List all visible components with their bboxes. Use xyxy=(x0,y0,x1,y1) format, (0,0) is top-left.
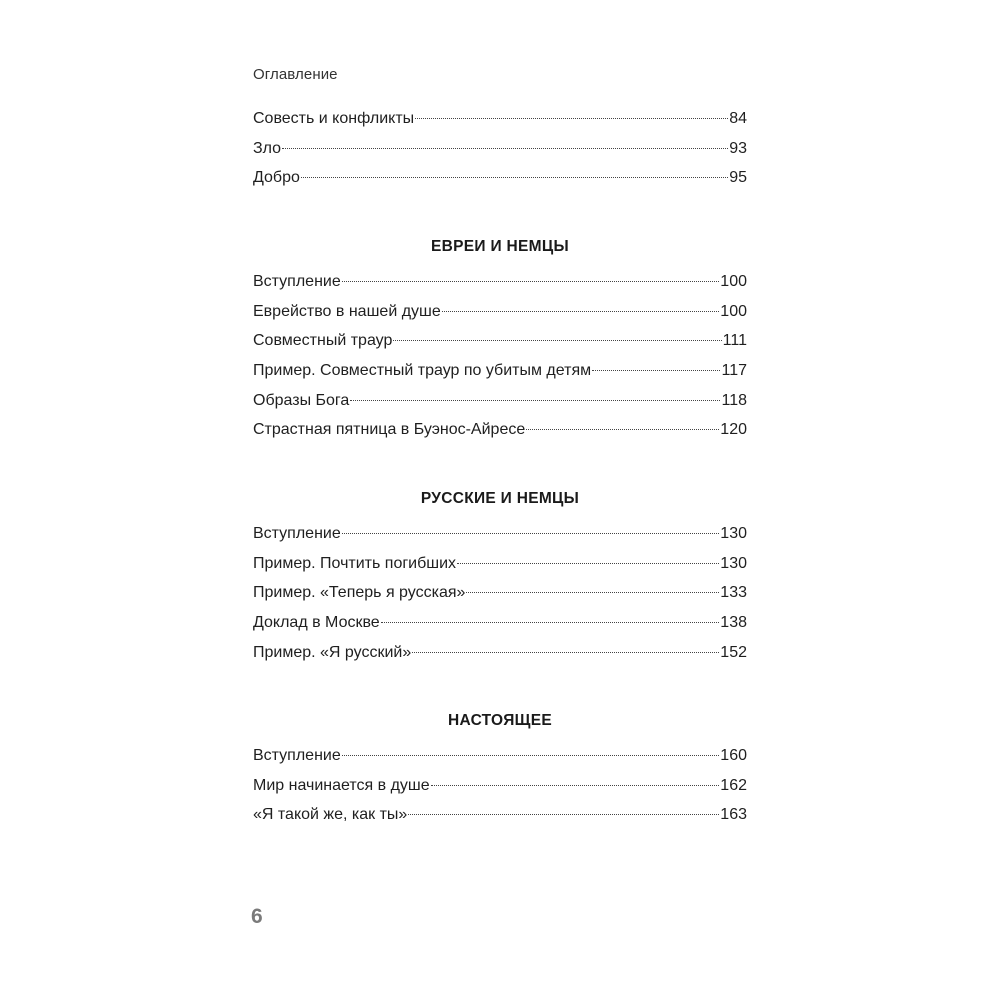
toc-entry-title: Вступление xyxy=(253,747,341,764)
section-heading-jews-and-germans: ЕВРЕИ И НЕМЦЫ xyxy=(431,238,569,255)
toc-entry-page: 130 xyxy=(720,525,747,542)
toc-entry-page: 84 xyxy=(729,110,747,127)
toc-entry-title: Еврейство в нашей душе xyxy=(253,302,441,320)
running-head: Оглавление xyxy=(253,66,338,83)
toc-dot-leader xyxy=(592,370,720,371)
toc-dot-leader xyxy=(408,814,719,815)
toc-entry-page: 160 xyxy=(720,747,747,764)
toc-dot-leader xyxy=(457,563,719,564)
toc-entry-page: 93 xyxy=(729,139,747,157)
toc-entry-page: 117 xyxy=(721,362,747,380)
toc-entry[interactable] xyxy=(253,415,747,445)
toc-entry-title: Совместный траур xyxy=(253,332,393,350)
toc-entry-page: 133 xyxy=(720,584,747,602)
toc-entry-page: 130 xyxy=(720,554,747,572)
toc-entry-title: Пример. Совместный траур по убитым детям xyxy=(253,362,592,380)
toc-entry[interactable] xyxy=(253,297,747,327)
toc-entry-page: 162 xyxy=(720,776,747,794)
toc-dot-leader xyxy=(466,592,719,593)
toc-entry-title: Доклад в Москве xyxy=(253,614,380,632)
toc-entry-page: 111 xyxy=(722,332,747,350)
toc-entry-title: «Я такой же, как ты» xyxy=(253,806,408,824)
toc-dot-leader xyxy=(342,755,720,756)
toc-entry[interactable] xyxy=(253,356,747,386)
toc-entry-title: Добро xyxy=(253,169,300,187)
toc-entry[interactable] xyxy=(253,163,747,193)
toc-entry[interactable] xyxy=(253,104,747,134)
toc-dot-leader xyxy=(431,785,720,786)
toc-dot-leader xyxy=(526,429,719,430)
toc-dot-leader xyxy=(301,177,728,178)
section-heading-present: НАСТОЯЩЕЕ xyxy=(447,712,553,729)
toc-dot-leader xyxy=(342,533,720,534)
toc-entry[interactable] xyxy=(253,549,747,579)
toc-entry[interactable] xyxy=(253,578,747,608)
toc-section-2-group xyxy=(253,519,747,667)
toc-entry-title: Пример. Почтить погибших xyxy=(253,554,457,572)
toc-entry[interactable] xyxy=(253,267,747,297)
toc-entry-page: 138 xyxy=(720,614,747,632)
toc-dot-leader xyxy=(415,118,728,119)
toc-intro-group xyxy=(253,104,747,193)
toc-entry-page: 95 xyxy=(729,169,747,187)
toc-entry-title: Мир начинается в душе xyxy=(253,776,430,794)
page-number: 6 xyxy=(251,905,263,928)
section-heading-russians-and-germans: РУССКИЕ И НЕМЦЫ xyxy=(420,490,580,507)
toc-entry-title: Пример. «Теперь я русская» xyxy=(253,584,466,602)
toc-entry[interactable] xyxy=(253,800,747,830)
toc-dot-leader xyxy=(412,652,719,653)
toc-entry-page: 120 xyxy=(720,421,747,439)
toc-dot-leader xyxy=(282,148,728,149)
toc-entry-title: Пример. «Я русский» xyxy=(253,643,412,661)
toc-entry-page: 100 xyxy=(720,302,747,320)
toc-dot-leader xyxy=(342,281,720,282)
toc-entry-title: Образы Бога xyxy=(253,391,350,409)
toc-entry[interactable] xyxy=(253,771,747,801)
toc-entry-title: Страстная пятница в Буэнос-Айресе xyxy=(253,421,526,439)
toc-entry-title: Вступление xyxy=(253,525,341,542)
toc-entry[interactable] xyxy=(253,134,747,164)
toc-dot-leader xyxy=(381,622,720,623)
toc-dot-leader xyxy=(393,340,721,341)
toc-entry-page: 100 xyxy=(720,273,747,290)
toc-entry[interactable] xyxy=(253,519,747,549)
toc-entry[interactable] xyxy=(253,741,747,771)
toc-entry[interactable] xyxy=(253,608,747,638)
toc-entry-title: Совесть и конфликты xyxy=(253,110,415,127)
toc-entry-page: 163 xyxy=(720,806,747,824)
toc-section-1-group xyxy=(253,267,747,445)
toc-entry[interactable] xyxy=(253,386,747,416)
toc-entry-page: 118 xyxy=(721,391,747,409)
toc-entry[interactable] xyxy=(253,638,747,668)
toc-dot-leader xyxy=(442,311,720,312)
toc-entry-title: Вступление xyxy=(253,273,341,290)
toc-entry-title: Зло xyxy=(253,139,282,157)
toc-dot-leader xyxy=(350,400,720,401)
toc-entry-page: 152 xyxy=(720,643,747,661)
toc-section-3-group xyxy=(253,741,747,830)
toc-entry[interactable] xyxy=(253,326,747,356)
